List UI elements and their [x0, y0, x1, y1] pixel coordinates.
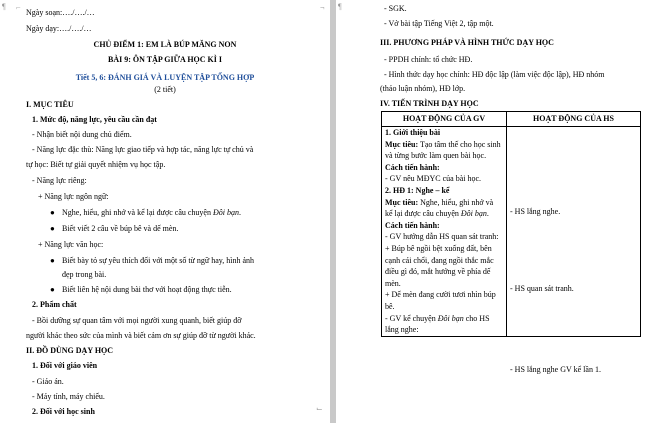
- text-line: - Bồi dưỡng sự quan tâm với mọi người xung quanh, biết giúp đỡ: [32, 316, 242, 325]
- section-heading: III. PHƯƠNG PHÁP VÀ HÌNH THỨC DẠY HỌC: [380, 38, 554, 47]
- subsection-heading: 2. Đối với học sinh: [32, 407, 95, 416]
- table-row: [382, 127, 641, 337]
- topic-title: CHỦ ĐIỂM 1: EM LÀ BÚP MĂNG NON: [93, 40, 237, 49]
- bullet-text: đẹp trong bài.: [62, 270, 107, 279]
- cell-line: Mục tiêu: Tạo tâm thế cho học sinh: [385, 139, 501, 149]
- text-line: (thảo luận nhóm), HĐ lớp.: [380, 84, 466, 93]
- margin-corner-icon: ⌙: [316, 404, 323, 413]
- student-activity: - HS lắng nghe GV kể lần 1.: [510, 365, 601, 374]
- cell-line: - GV nêu MĐYC của bài học.: [385, 174, 482, 184]
- section-heading: IV. TIẾN TRÌNH DẠY HỌC: [380, 99, 479, 108]
- bullet-icon: ●: [50, 208, 55, 217]
- document-page-right: [336, 0, 650, 423]
- paragraph-mark-icon: ¶: [338, 2, 342, 11]
- activity-heading: 2. HĐ 1: Nghe – kể: [385, 185, 450, 195]
- text-line: - Nhận biết nội dung chủ điểm.: [32, 130, 132, 139]
- student-activity: - HS lắng nghe.: [510, 207, 561, 216]
- bullet-text: Nghe, hiểu, ghi nhớ và kể lại được câu chuyện Đôi bạn.: [62, 208, 241, 217]
- text-line: + Năng lực ngôn ngữ:: [38, 192, 109, 201]
- text-line: - PPDH chính: tổ chức HĐ.: [384, 55, 473, 64]
- cell-line: và từng bước làm quen bài học.: [385, 151, 487, 161]
- cell-line: + Búp bê ngồi bệt xuống đất, bên: [385, 243, 492, 253]
- text-line: - Hình thức dạy học chính: HĐ độc lập (làm việc độc lập), HĐ nhóm: [384, 70, 605, 79]
- cell-line: cạnh cái chổi, đang ngồi thắc mắc: [385, 255, 494, 265]
- table-header-student: HOẠT ĐỘNG CỦA HS: [507, 112, 641, 127]
- bullet-icon: ●: [50, 256, 55, 265]
- cell-line: điều gì đó, mắt hướng về phía dế: [385, 267, 491, 277]
- cell-line: - GV hướng dẫn HS quan sát tranh:: [385, 232, 499, 242]
- date-teach: Ngày dạy:…./…./…: [26, 24, 92, 33]
- subsection-heading: 1. Mức độ, năng lực, yêu cầu cần đạt: [32, 115, 157, 124]
- bullet-text: Biết bày tỏ sự yêu thích đối với một số từ ngữ hay, hình ảnh: [62, 256, 255, 265]
- text-line: - Máy tính, máy chiếu.: [32, 392, 105, 401]
- cell-line: - GV kể chuyện Đôi bạn cho HS: [385, 313, 490, 323]
- subsection-heading: 1. Đối với giáo viên: [32, 361, 98, 370]
- bullet-icon: ●: [50, 224, 55, 233]
- cell-line: kể lại được câu chuyện Đôi bạn.: [385, 209, 489, 219]
- activity-heading: 1. Giới thiệu bài: [385, 128, 441, 137]
- section-heading: I. MỤC TIÊU: [26, 100, 74, 109]
- text-line: - Năng lực riêng:: [32, 176, 87, 185]
- cell-line: mèn.: [385, 278, 401, 288]
- cell-line: Cách tiến hành:: [385, 162, 440, 172]
- text-line: - Năng lực đặc thù: Năng lực giao tiếp và hợp tác, năng lực tự chủ và: [32, 145, 254, 154]
- margin-corner-icon: ¬: [320, 3, 325, 12]
- text-line: người khác theo sức của mình và biết cảm ơn sự giúp đỡ từ người khác.: [26, 331, 256, 340]
- cell-line: Cách tiến hành:: [385, 220, 440, 230]
- table-header-teacher: HOẠT ĐỘNG CỦA GV: [382, 112, 507, 127]
- lesson-plan-table: [381, 111, 641, 374]
- subsection-heading: 2. Phẩm chất: [32, 300, 77, 309]
- text-line: tự học: Biết tự giải quyết nhiệm vụ học tập.: [26, 160, 166, 169]
- date-prepare: Ngày soạn:…./…./…: [26, 8, 95, 17]
- lesson-title: BÀI 9: ÔN TẬP GIỮA HỌC KÌ I: [107, 55, 222, 64]
- student-activity: - HS quan sát tranh.: [510, 284, 574, 293]
- cell-line: Mục tiêu: Nghe, hiểu, ghi nhớ và: [385, 197, 494, 207]
- cell-line: lắng nghe:: [385, 325, 419, 335]
- period-title: Tiết 5, 6: ĐÁNH GIÁ VÀ LUYỆN TẬP TỔNG HỢP: [75, 73, 255, 82]
- cell-line: + Dế mèn đang cười tươi nhìn búp: [385, 290, 496, 300]
- table-header-row: [382, 112, 641, 127]
- student-activity-cell: [507, 127, 641, 374]
- bullet-text: Biết liên hệ nội dung bài thơ với hoạt động thực tiễn.: [62, 285, 232, 294]
- bullet-icon: ●: [50, 285, 55, 294]
- teacher-activity-cell: [382, 127, 507, 337]
- text-line: + Năng lực văn học:: [38, 240, 104, 249]
- cell-line: bê.: [385, 301, 395, 311]
- section-heading: II. ĐỒ DÙNG DẠY HỌC: [26, 346, 114, 355]
- text-line: - SGK.: [384, 4, 407, 13]
- margin-corner-icon: ⌐: [16, 3, 21, 12]
- duration: (2 tiết): [154, 85, 176, 94]
- paragraph-mark-icon: ¶: [2, 2, 6, 11]
- text-line: - Giáo án.: [32, 377, 64, 386]
- bullet-text: Biết viết 2 câu về búp bê và dế mèn.: [62, 224, 179, 233]
- text-line: - Vở bài tập Tiếng Việt 2, tập một.: [384, 19, 494, 28]
